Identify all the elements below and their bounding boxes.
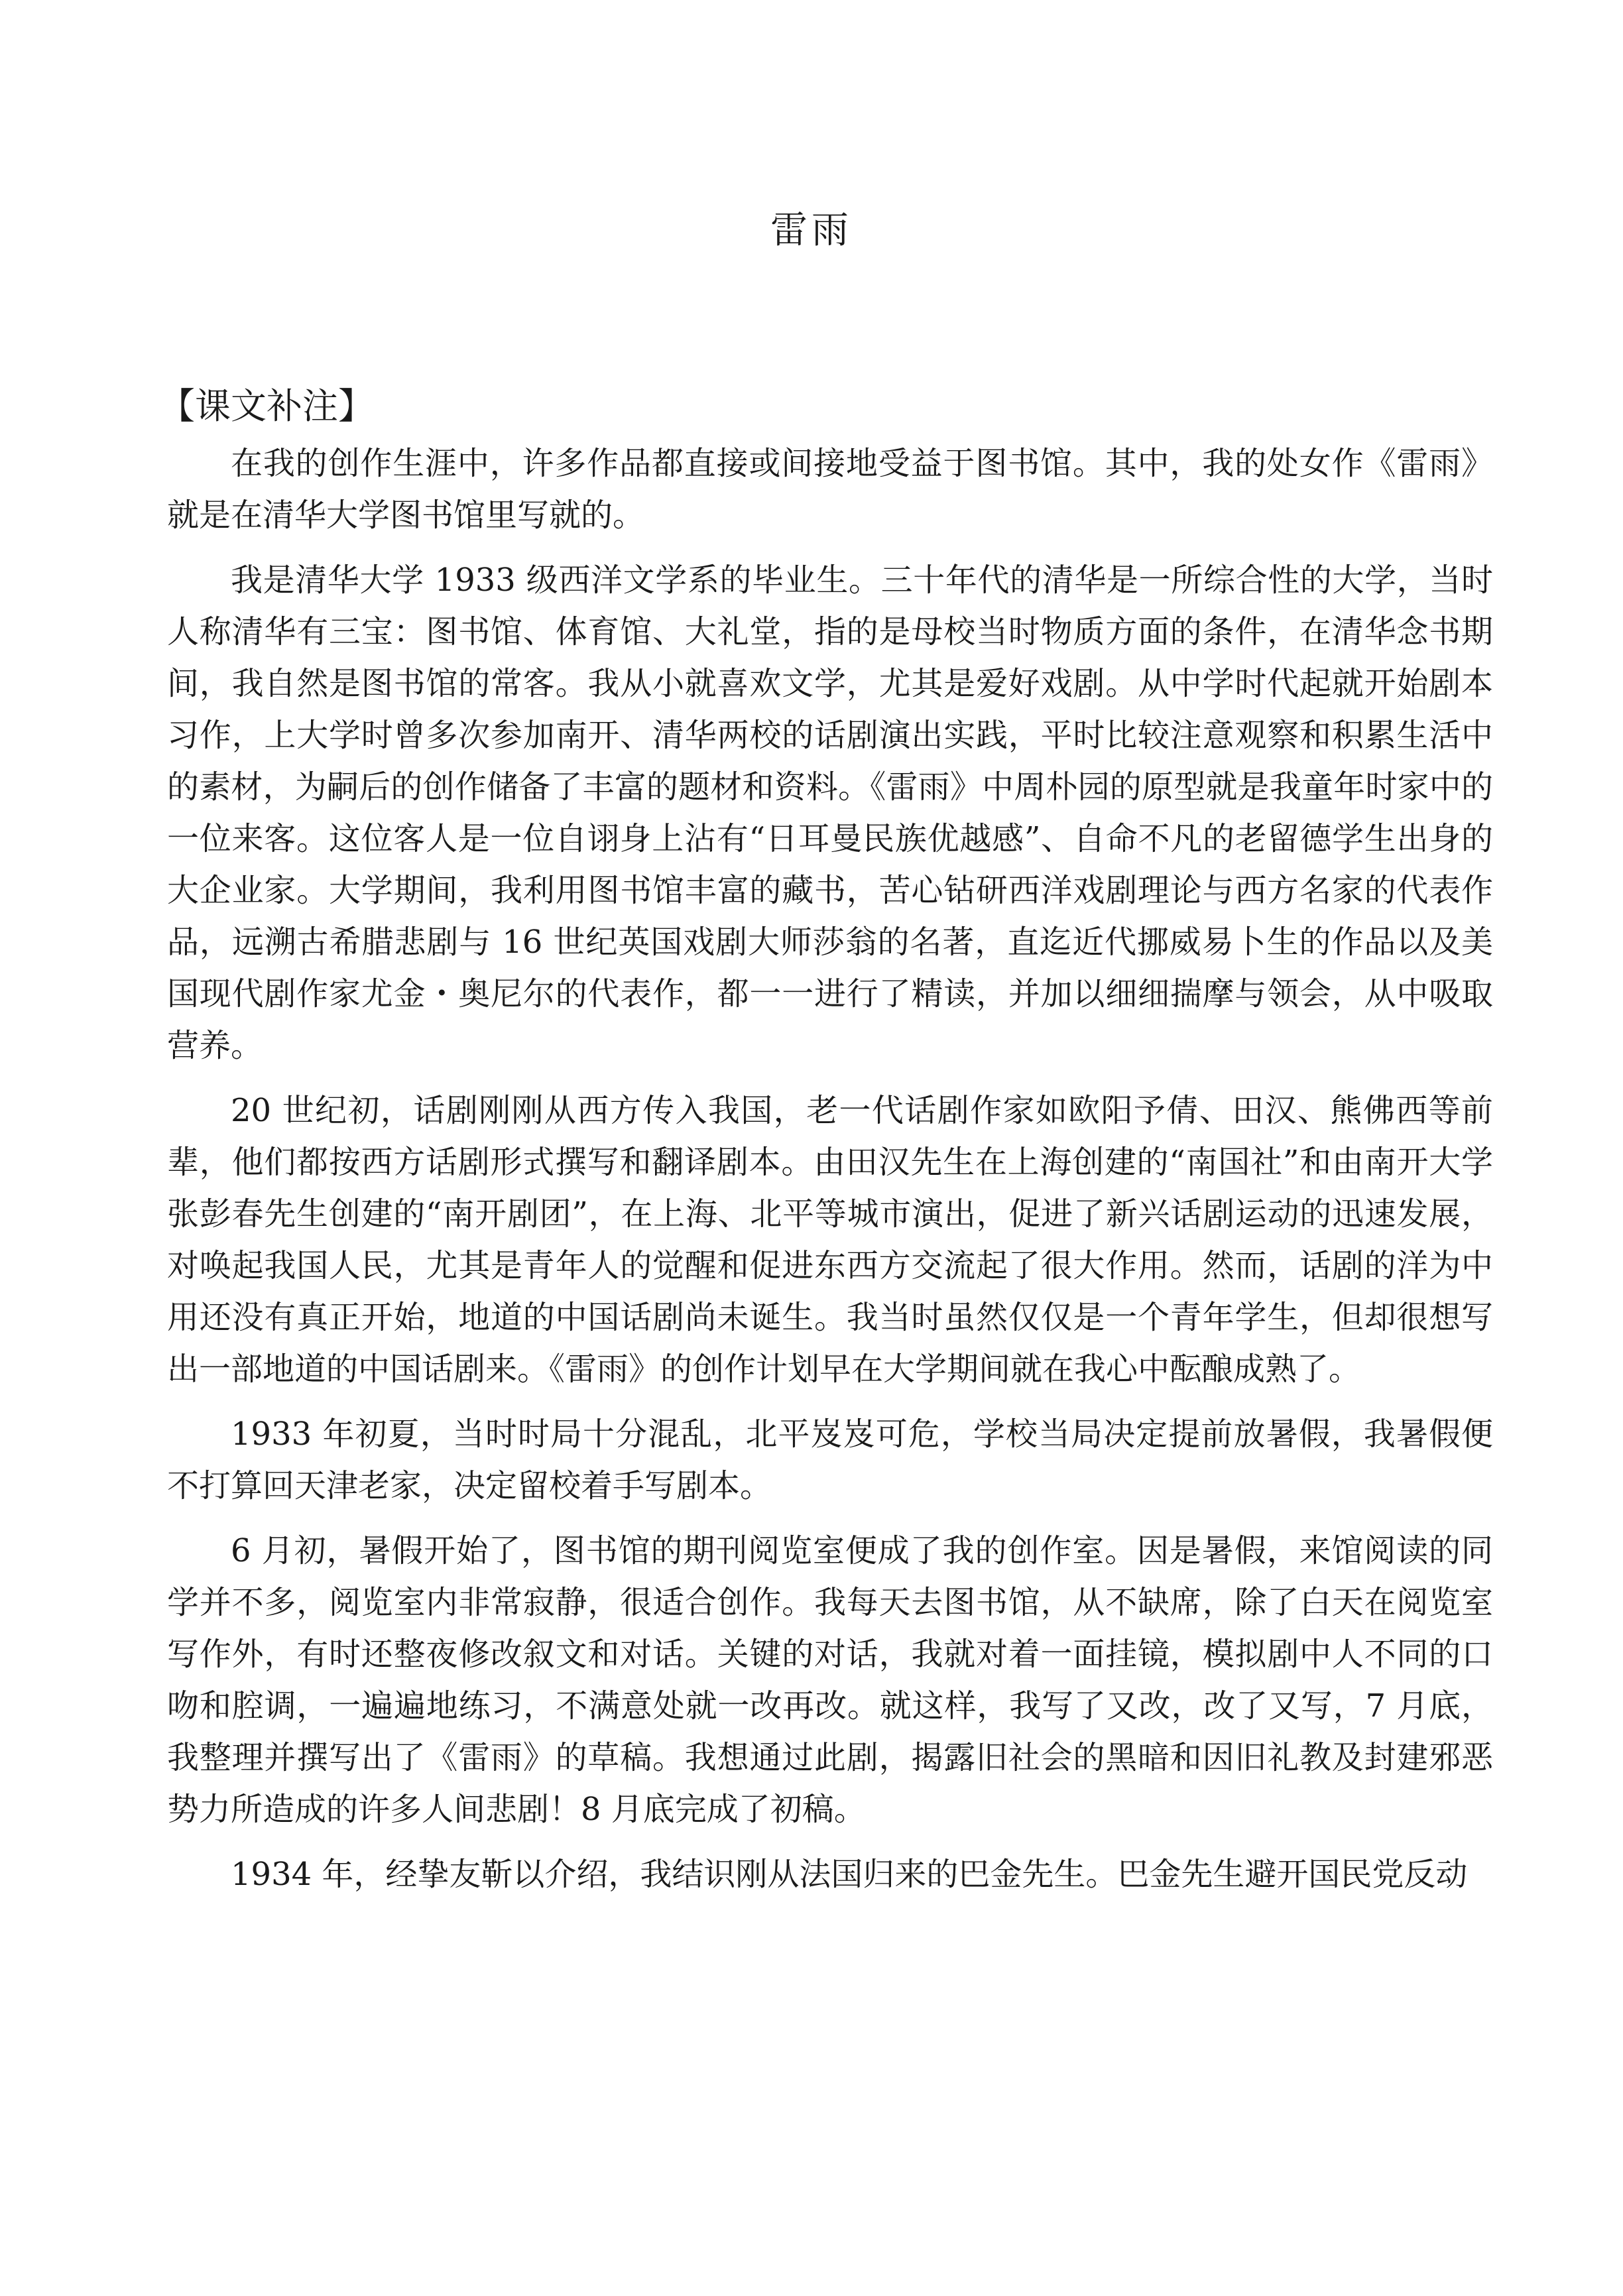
paragraph-3: 20 世纪初，话剧刚刚从西方传入我国，老一代话剧作家如欧阳予倩、田汉、熊佛西等前辈，他们都按西方话剧形式撰写和翻译剧本。由田汉先生在上海创建的“南国社”和由南开大学张彭春先生创建的“南开剧团”，在上海、北平等城市演出，促进了新兴话剧运动的迅速发展，对唤起我国人民，尤其是青年人的觉醒和促进东西方交流起了很大作用。然而，话剧的洋为中用还没有真正开始，地道的中国话剧尚未诞生。我当时虽然仅仅是一个青年学生，但却很想写出一部地道的中国话剧来。《雷雨》的创作计划早在大学期间就在我心中酝酿成熟了。 [167,1092,1493,1388]
document-body [159,378,1493,1913]
paragraph-5: 6 月初，暑假开始了，图书馆的期刊阅览室便成了我的创作室。因是暑假，来馆阅读的同学并不多，阅览室内非常寂静，很适合创作。我每天去图书馆，从不缺席，除了白天在阅览室写作外，有时还整夜修改叙文和对话。关键的对话，我就对着一面挂镜，模拟剧中人不同的口吻和腔调，一遍遍地练习，不满意处就一改再改。就这样，我写了又改，改了又写，7 月底，我整理并撰写出了《雷雨》的草稿。我想通过此剧，揭露旧社会的黑暗和因旧礼教及封建邪恶势力所造成的许多人间悲剧！8 月底完成了初稿。 [167,1532,1493,1828]
paragraph-2: 我是清华大学 1933 级西洋文学系的毕业生。三十年代的清华是一所综合性的大学，当时人称清华有三宝：图书馆、体育馆、大礼堂，指的是母校当时物质方面的条件，在清华念书期间，我自然是图书馆的常客。我从小就喜欢文学，尤其是爱好戏剧。从中学时代起就开始剧本习作，上大学时曾多次参加南开、清华两校的话剧演出实践，平时比较注意观察和积累生活中的素材，为嗣后的创作储备了丰富的题材和资料。《雷雨》中周朴园的原型就是我童年时家中的一位来客。这位客人是一位自诩身上沾有“日耳曼民族优越感”、自命不凡的老留德学生出身的大企业家。大学期间，我利用图书馆丰富的藏书，苦心钻研西洋戏剧理论与西方名家的代表作品，远溯古希腊悲剧与 16 世纪英国戏剧大师莎翁的名著，直迄近代挪威易卜生的作品以及美国现代剧作家尤金・奥尼尔的代表作，都一一进行了精读，并加以细细揣摩与领会，从中吸取营养。 [167,562,1493,1064]
paragraph-1: 在我的创作生涯中，许多作品都直接或间接地受益于图书馆。其中，我的处女作《雷雨》就是在清华大学图书馆里写就的。 [167,445,1493,534]
page-title: 雷雨 [770,209,853,252]
section-heading: 【课文补注】 [159,385,374,427]
paragraph-6: 1934 年，经挚友靳以介绍，我结识刚从法国归来的巴金先生。巴金先生避开国民党反动 [231,1856,1468,1893]
paragraph-4: 1933 年初夏，当时时局十分混乱，北平岌岌可危，学校当局决定提前放暑假，我暑假便不打算回天津老家，决定留校着手写剧本。 [167,1416,1493,1504]
